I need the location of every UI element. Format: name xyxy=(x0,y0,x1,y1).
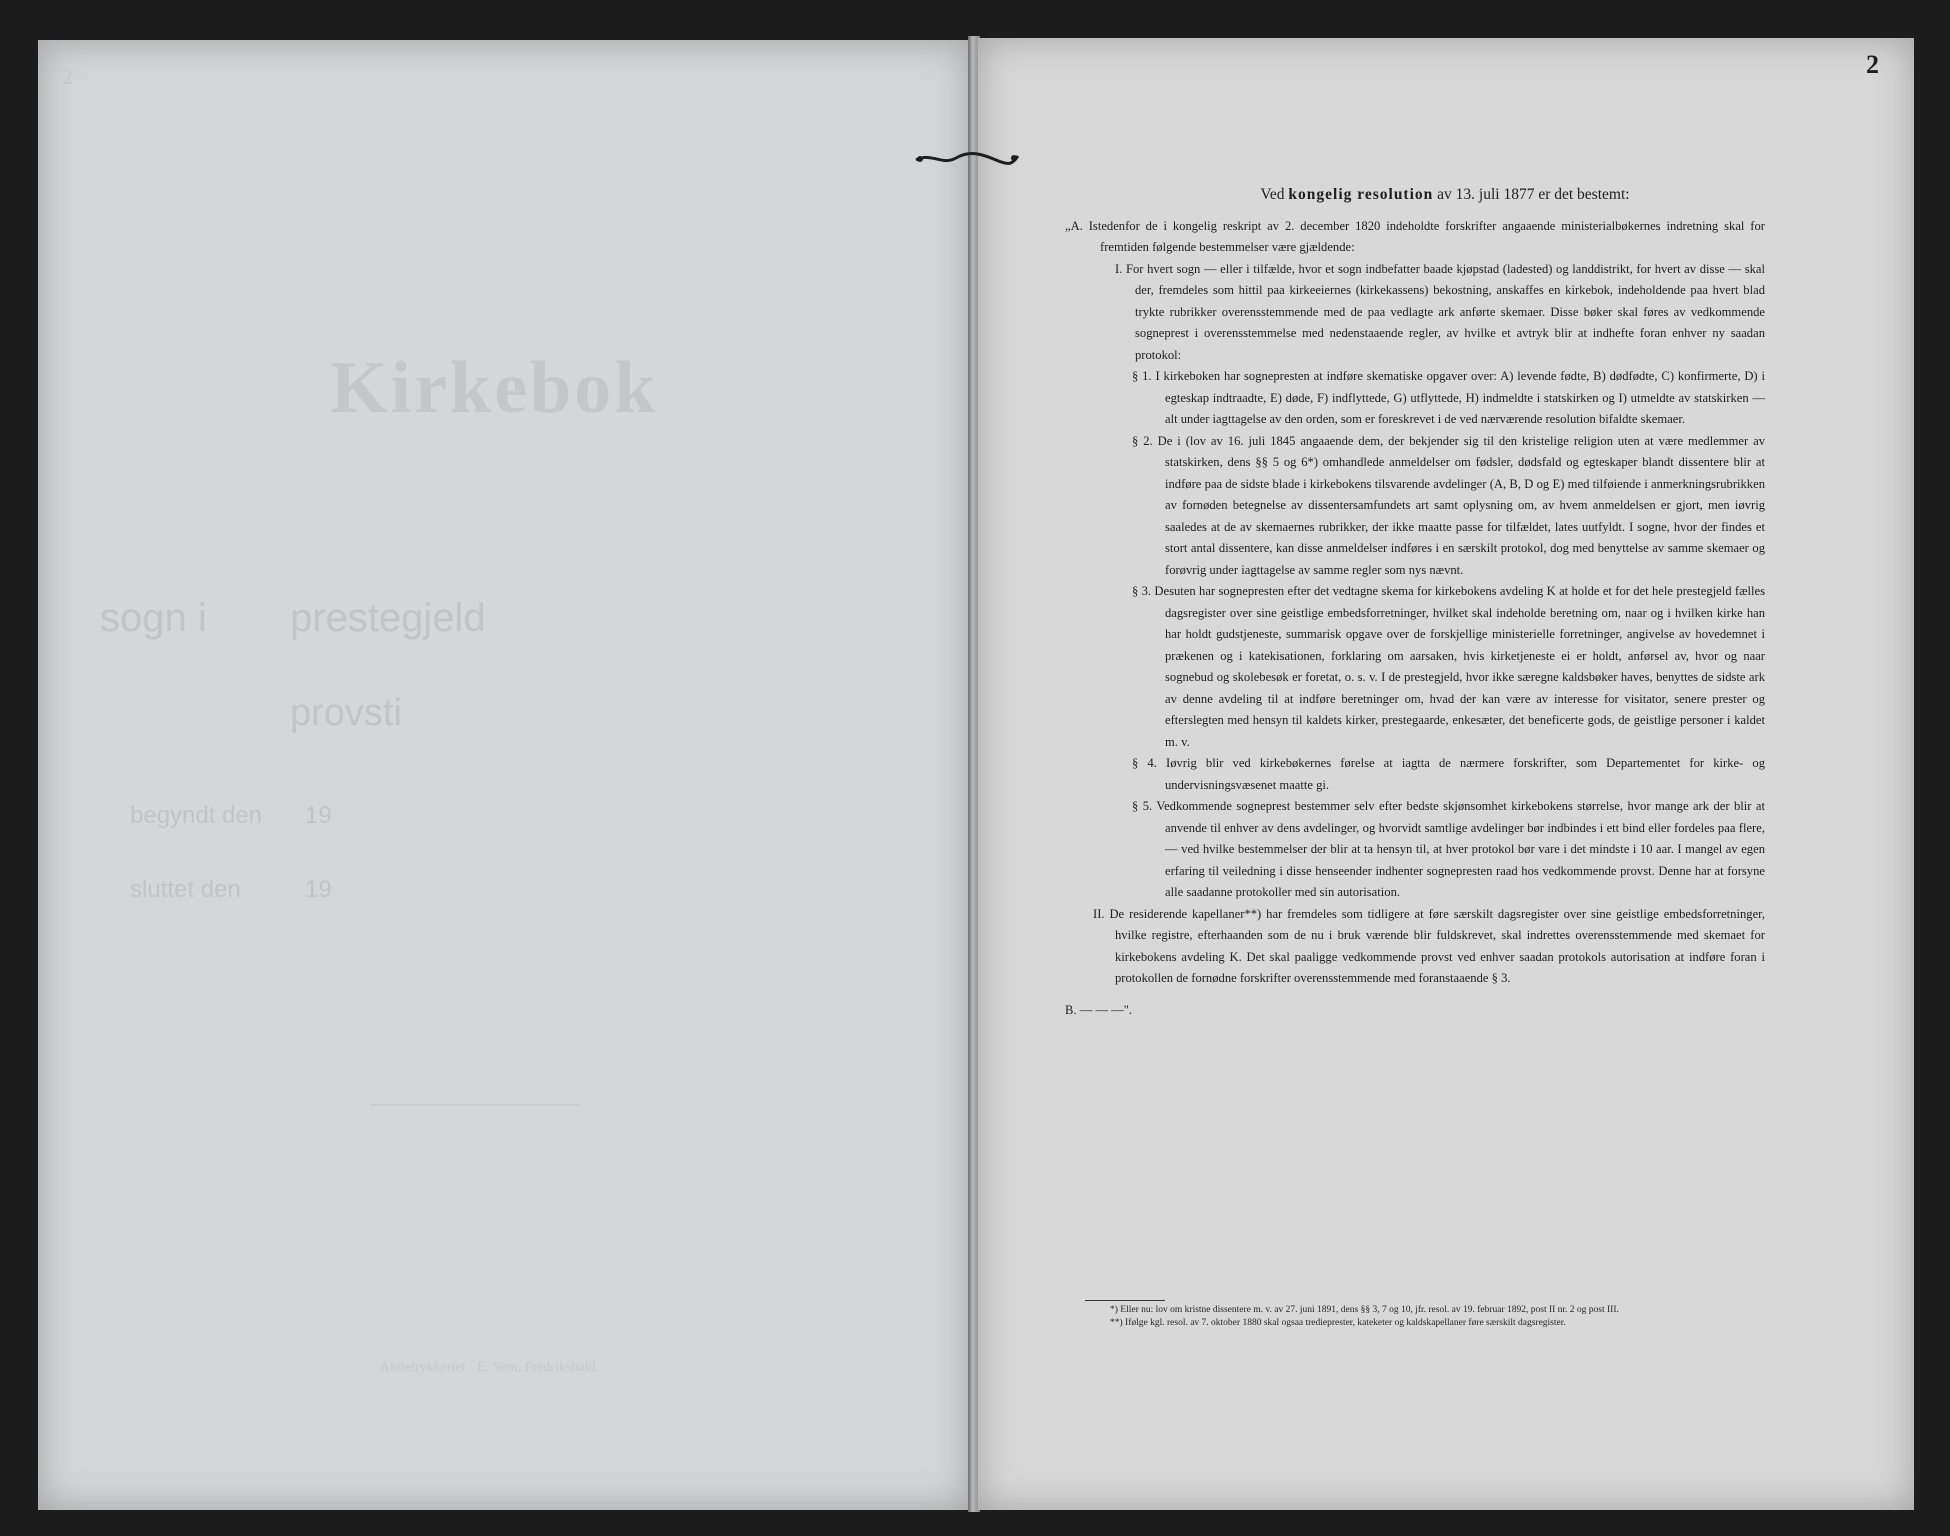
left-sogn-label: sogn i xyxy=(100,596,207,640)
resolution-heading xyxy=(1125,184,1765,206)
left-year-a: 19 xyxy=(305,802,332,829)
left-prestegjeld-label: prestegjeld xyxy=(290,596,486,640)
heading-bold: kongelig resolution xyxy=(1288,186,1434,203)
paragraph-2: § 2. De i (lov av 16. juli 1845 angaaende dem, der bekjender sig til den kristelige religion uten at være medlemmer av statskirken, dens §§ 5 og 6*) omhandlede anmeldelser om fødsler, dødsfald og egteskaper blandt dissentere blir at indføre paa de sidste blade i kirkebokens tilsvarende avdelinger (A, B, D og E) med tilføiende i anmerkningsrubrikken av fornøden betegnelse av dissentersamfundets art samt oplysning om, av hvem anmeldelsen er gjort, men iøvrig saaledes at de av skemaernes rubrikker, der ikke maatte passe for tilfældet, lates uutfyldt. I sogne, hvor der findes et stort antal dissentere, kan disse anmeldelser indføres i en særskilt protokol, dog med benyttelse av samme skemaer og forøvrig under iagttagelse av samme regler som nys nævnt. xyxy=(1132,433,1765,577)
left-begyndt-label: begyndt den xyxy=(130,802,263,829)
footnotes xyxy=(1110,1304,1770,1330)
resolution-text xyxy=(1065,184,1765,1021)
paragraph-5: § 5. Vedkommende sogneprest bestemmer selv efter bedste skjønsomhet kirkebokens størrelse, hvor mange ark der blir at anvende til enhver av dens avdelinger, og hvorvidt samtlige avdelinger bør indbindes i ett bind eller fordeles paa flere, — ved hvilke bestemmelser der blir at ta hensyn til, at hver protokol bør vare i det mindste i 10 aar. I mangel av egen erfaring til veiledning i disse henseender indhenter sognepresten raad hos vedkommende provst. Denne har at forsyne alle saadanne protokoller med sin autorisation. xyxy=(1132,799,1765,899)
footnote-rule xyxy=(1085,1300,1165,1301)
left-printer-imprint: Aktietrykkeriet · E. Sem, Fredrikshald xyxy=(380,1360,596,1375)
left-page-number: 2 xyxy=(62,64,73,89)
heading-post: av 13. juli 1877 er det bestemt: xyxy=(1437,186,1630,203)
left-rule xyxy=(370,1104,580,1106)
left-year-b: 19 xyxy=(305,876,332,903)
ornament-icon xyxy=(912,146,1022,172)
paragraph-4: § 4. Iøvrig blir ved kirkebøkernes førelse at iagtta de nærmere forskrifter, som Departementet for kirke- og undervisningsvæsenet maatte gi. xyxy=(1132,756,1765,792)
page-number: 2 xyxy=(1866,50,1879,79)
item-2: II. De residerende kapellaner**) har fremdeles som tidligere at føre særskilt dagsregister over sine geistlige embedsforretninger, hvilke registre, efterhaanden som de nu i bruk værende blir fuldskrevet, skal indrettes overensstemmende med skemaet for kirkebokens avdeling K. Det skal paaligge vedkommende provst ved enhver saadan protokols autorisation at indføre foran i protokollen de fornødne forskrifter overensstemmende med foranstaaende § 3. xyxy=(1093,906,1765,985)
paragraph-1: § 1. I kirkeboken har sognepresten at indføre skematiske opgaver over: A) levende fødte, B) dødfødte, C) konfirmerte, D) i egteskap indtraadte, E) døde, F) indflyttede, G) utflyttede, H) indmeldte i statskirken og I) utmeldte av statskirken — alt under iagttagelse av den orden, som er foreskrevet i de ved nærværende resolution bifaldte skemaer. xyxy=(1132,369,1765,426)
left-page-title: Kirkebok xyxy=(330,347,659,429)
left-sluttet-label: sluttet den xyxy=(130,876,241,903)
footnote-2: **) Ifølge kgl. resol. av 7. oktober 1880 skal ogsaa tredieprester, kateketer og kaldskapellaner føre særskilt dagsregister. xyxy=(1110,1318,1566,1328)
section-a: „A. Istedenfor de i kongelig reskript av 2. december 1820 indeholdte forskrifter angaaende ministerialbøkernes indretning skal for fremtiden følgende bestemmelser være gjældende: xyxy=(1065,218,1765,254)
heading-pre: Ved xyxy=(1260,186,1285,203)
paragraph-3: § 3. Desuten har sognepresten efter det vedtagne skema for kirkebokens avdeling K at holde et for det hele prestegjeld fælles dagsregister over sine geistlige embedsforretninger, hvilket skal indeholde beretning om, naar og i hvilken kirke han har holdt gudstjeneste, summarisk opgave over de forskjellige ministerielle forretninger, angivelse av hovedemnet i prækenen og i katekisationen, forklaring om aarsaken, hvis kirketjeneste ei er holdt, anførsel av, hvor og naar sognebud og skolebesøk er foretat, o. s. v. I de prestegjeld, hvor ikke særegne kaldsbøker haves, benyttes de sidste ark av denne avdeling til at indføre beretninger om, hvad der kan være av interesse for visitator, senere prester og efterslegten med hensyn til kaldets kirker, prestegaarde, enkesæter, det beneficerte gods, de geistlige personer i kaldet m. v. xyxy=(1132,584,1765,749)
item-1: I. For hvert sogn — eller i tilfælde, hvor et sogn indbefatter baade kjøpstad (ladested) og landdistrikt, for hvert av disse — skal der, fremdeles som hittil paa kirkeeiernes (kirkekassens) bekostning, anskaffes en kirkebok, indeholdende paa hvert blad trykte rubrikker overensstemmende med de paa vedlagte ark anførte skemaer. Disse bøker skal føres av vedkommende sogneprest i overensstemmelse med nedenstaaende regler, av hvilke et avtryk blir at indhefte foran enhver ny saadan protokol: xyxy=(1115,261,1765,362)
footnote-1: *) Eller nu: lov om kristne dissentere m. v. av 27. juni 1891, dens §§ 3, 7 og 10, jfr. resol. av 19. februar 1892, post II nr. 2 og post III. xyxy=(1110,1305,1619,1315)
section-b: B. — — —". xyxy=(1065,1002,1133,1017)
left-provsti-label: provsti xyxy=(290,692,402,734)
left-page xyxy=(38,40,970,1510)
